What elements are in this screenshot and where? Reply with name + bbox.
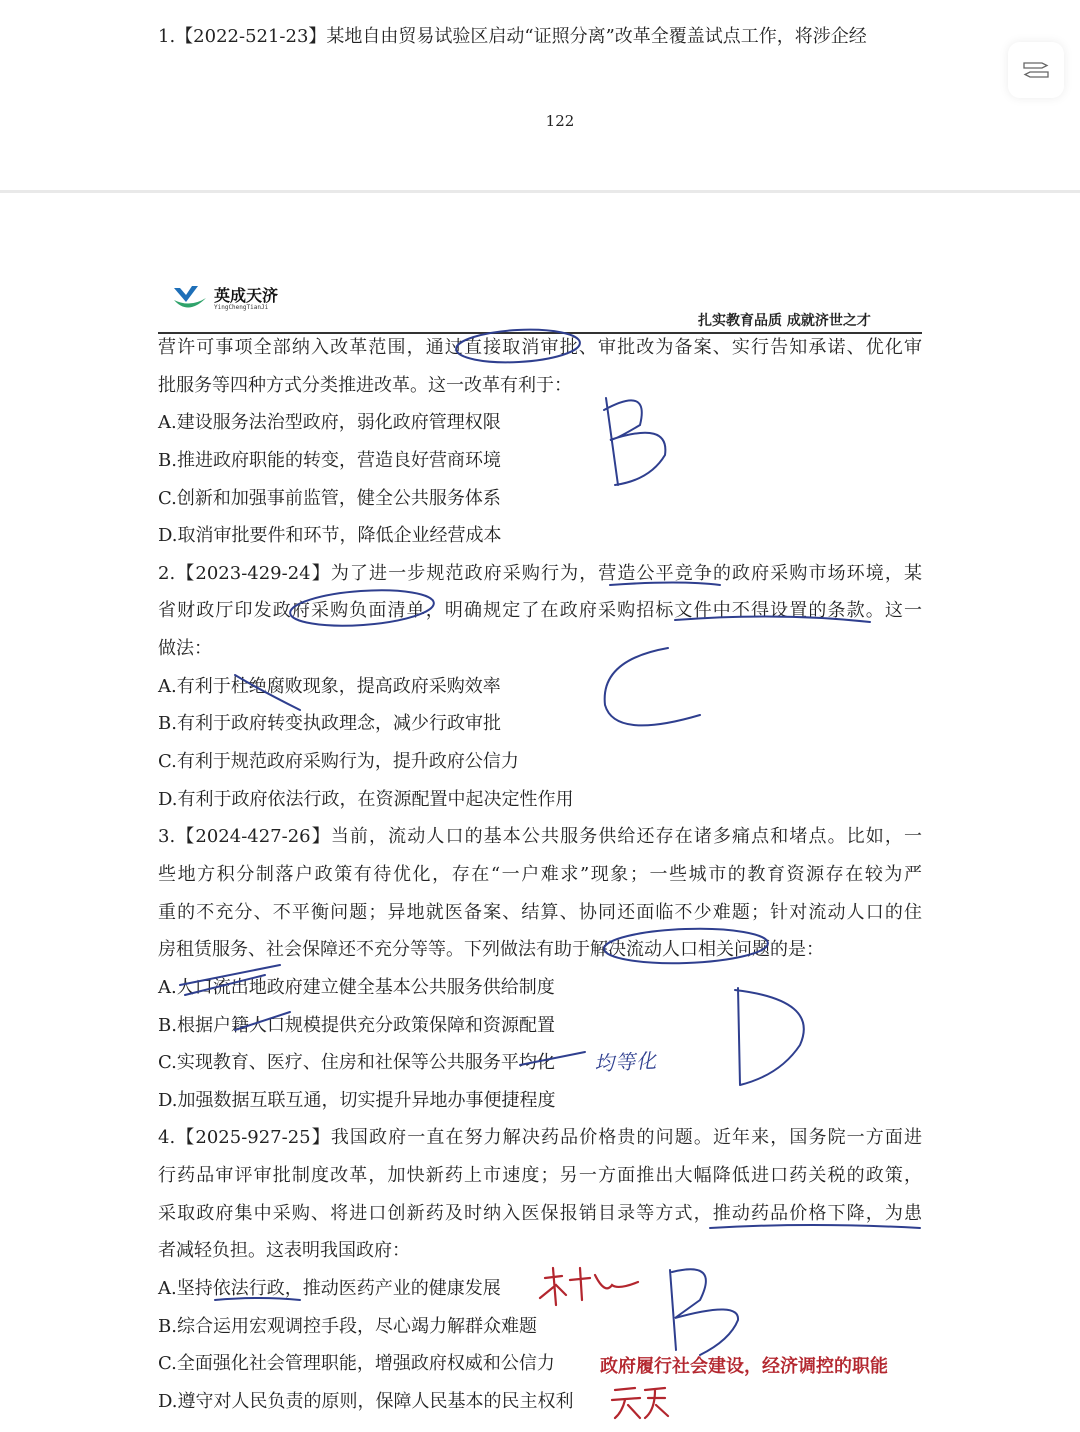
document-line: B.有利于政府转变执政理念，减少行政审批 xyxy=(158,713,501,735)
document-line: A.人口流出地政府建立健全基本公共服务供给制度 xyxy=(158,976,555,998)
document-line: 4.【2025-927-25】我国政府一直在努力解决药品价格贵的问题。近年来，国务院一方面进 xyxy=(158,1127,922,1149)
document-line: A.有利于杜绝腐败现象，提高政府采购效率 xyxy=(158,675,501,697)
handwritten-note-3c: 均等化 xyxy=(593,1048,658,1076)
document-line: B.推进政府职能的转变，营造良好营商环境 xyxy=(158,449,501,471)
document-line: B.根据户籍人口规模提供充分政策保障和资源配置 xyxy=(158,1014,555,1036)
previous-page xyxy=(0,0,1080,193)
document-line: A.建设服务法治型政府，弱化政府管理权限 xyxy=(158,412,501,434)
document-line: 3.【2024-427-26】当前，流动人口的基本公共服务供给还存在诸多痛点和堵点。比如，一 xyxy=(158,826,922,848)
document-line: C.创新和加强事前监管，健全公共服务体系 xyxy=(158,487,501,509)
document-line: C.全面强化社会管理职能，增强政府权威和公信力 xyxy=(158,1353,555,1375)
page-number: 122 xyxy=(545,112,575,130)
logo-mark-icon xyxy=(172,284,208,314)
document-line: 营许可事项全部纳入改革范围，通过直接取消审批、审批改为备案、实行告知承诺、优化审 xyxy=(158,337,922,358)
document-line: D.加强数据互联互通，切实提升异地办事便捷程度 xyxy=(158,1089,556,1111)
document-line: A.坚持依法行政，推动医药产业的健康发展 xyxy=(158,1278,501,1300)
publisher-logo xyxy=(172,284,278,314)
document-line: 2.【2023-429-24】为了进一步规范政府采购行为，营造公平竞争的政府采购市场环境，某 xyxy=(158,562,922,584)
document-line: 者减轻负担。这表明我国政府： xyxy=(158,1240,410,1262)
logo-chinese-name: 英成天济 xyxy=(214,285,279,305)
document-line: B.综合运用宏观调控手段，尽心竭力解群众难题 xyxy=(158,1315,537,1337)
document-line: 重的不充分、不平衡问题；异地就医备案、结算、协同还面临不少难题；针对流动人口的住 xyxy=(158,901,922,923)
previous-page-question-line: 1.【2022-521-23】某地自由贸易试验区启动“证照分离”改革全覆盖试点工作，将涉企经 xyxy=(158,26,867,47)
logo-english-name: YingChengTianJi xyxy=(214,303,269,311)
document-line: 行药品审评审批制度改革，加快新药上市速度；另一方面推出大幅降低进口药关税的政策， xyxy=(158,1165,922,1187)
document-line: D.有利于政府依法行政，在资源配置中起决定性作用 xyxy=(158,788,574,810)
document-body xyxy=(158,329,922,1421)
page-gap xyxy=(0,193,1080,253)
header-slogan: 扎实教育品质 成就济世之才 xyxy=(698,313,871,329)
red-typed-note: 政府履行社会建设，经济调控的职能 xyxy=(600,1356,888,1377)
document-line: C.有利于规范政府采购行为，提升政府公信力 xyxy=(158,751,519,773)
annotation-tools-button[interactable] xyxy=(1008,42,1064,98)
document-line: 批服务等四种方式分类推进改革。这一改革有利于： xyxy=(158,374,572,396)
pencil-tools-icon xyxy=(1021,59,1051,81)
document-line: C.实现教育、医疗、住房和社保等公共服务平均化 xyxy=(158,1052,555,1074)
document-line: 房租赁服务、社会保障还不充分等等。下列做法有助于解决流动人口相关问题的是： xyxy=(158,939,824,961)
document-line: 采取政府集中采购、将进口创新药及时纳入医保报销目录等方式，推动药品价格下降，为患 xyxy=(158,1202,922,1224)
document-line: D.遵守对人民负责的原则，保障人民基本的民主权利 xyxy=(158,1390,574,1412)
document-line: 做法： xyxy=(158,638,212,660)
document-line: 省财政厅印发政府采购负面清单，明确规定了在政府采购招标文件中不得设置的条款。这一 xyxy=(158,600,922,622)
document-line: 些地方积分制落户政策有待优化，存在“一户难求”现象；一些城市的教育资源存在较为严 xyxy=(158,863,922,885)
document-line: D.取消审批要件和环节，降低企业经营成本 xyxy=(158,525,502,547)
